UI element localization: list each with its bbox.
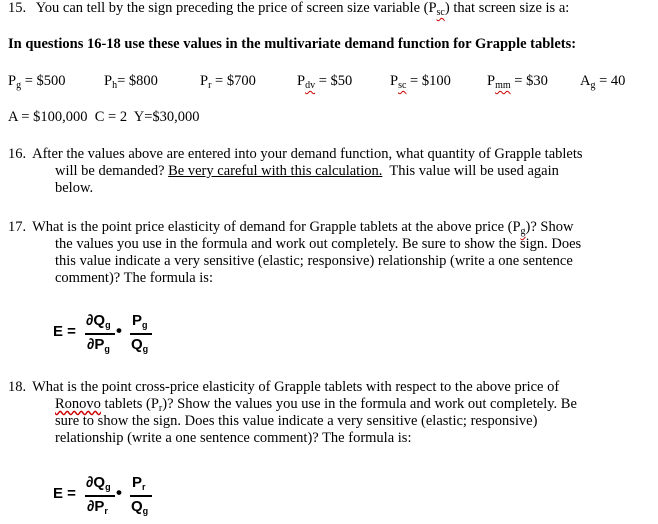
question-16	[8, 146, 583, 197]
fraction-bar-1	[85, 495, 115, 497]
value-pg: $P_g$ = $500	[8, 73, 66, 91]
formula-denominator-2: $Q_g$	[131, 336, 149, 354]
value-psc: $P_{sc}$ = $100	[390, 73, 451, 91]
formula-lhs: E =	[53, 323, 76, 340]
fraction-bar-1	[85, 333, 115, 335]
value-ph: $P_h=$ $800	[104, 73, 158, 91]
question-15	[8, 0, 569, 17]
question-18	[8, 379, 577, 447]
formula-numerator-1: $\partial Q_g$	[86, 474, 111, 492]
q18-line1: 18. What is the point cross-price elasticity of Grapple tablets with respect to the above price of	[8, 379, 560, 395]
q15-number: 15.	[8, 0, 27, 16]
values-row-2: A = $100,000 C = 2 Y=$30,000	[8, 109, 200, 125]
q16-line3: below.	[55, 180, 94, 196]
multiply-dot: •	[116, 483, 122, 502]
value-pdv: $P_{dv}$ = $50	[297, 73, 353, 91]
value-ag: $A_g = 40$	[580, 73, 626, 91]
formula-denominator-2: $Q_g$	[131, 498, 149, 516]
formula-denominator-1: $\partial P_g$	[87, 336, 110, 354]
fraction-bar-2	[130, 495, 152, 497]
q17-line1: 17. What is the point price elasticity of demand for Grapple tablets at the above price $(P_g)$? Show	[8, 219, 574, 237]
multiply-dot: •	[116, 321, 122, 340]
value-pr: $P_r$ = $700	[200, 73, 256, 91]
q17-line3: this value indicate a very sensitive (elastic; responsive) relationship (write a one sentence	[55, 253, 573, 269]
formula-numerator-2: $P_r$	[132, 474, 146, 492]
q18-line3: sure to show the sign. Does this value indicate a very sensitive (elastic; responsive)	[55, 413, 538, 429]
q17-line2: the values you use in the formula and work out completely. Be sure to show the sign. Does	[55, 236, 582, 252]
q16-line2: will be demanded? Be very careful with this calculation. This value will be used again	[55, 163, 559, 179]
q15-text: You can tell by the sign preceding the price of screen size variable $(P_{sc})$ that screen size is a:	[35, 0, 570, 18]
formula-numerator-2: $P_g$	[132, 312, 148, 330]
q16-line1: 16. After the values above are entered into your demand function, what quantity of Grapple tablets	[8, 146, 583, 162]
instructions: In questions 16-18 use these values in the multivariate demand function for Grapple tablets:	[8, 36, 577, 52]
fraction-bar-2	[130, 333, 152, 335]
elasticity-formula-own	[53, 308, 163, 360]
q17-line4: comment)? The formula is:	[55, 270, 213, 286]
q18-line2: Ronovo tablets $(P_r)$? Show the values you use in the formula and work out completely. Be	[55, 396, 577, 414]
formula-denominator-1: $\partial P_r$	[87, 498, 108, 516]
value-pmm: $P_{mm}$ = $30	[487, 73, 548, 91]
formula-numerator-1: $\partial Q_g$	[86, 312, 111, 330]
question-17	[8, 219, 581, 287]
formula-lhs: E =	[53, 485, 76, 502]
elasticity-formula-cross	[53, 470, 163, 522]
q18-line4: relationship (write a one sentence comment)? The formula is:	[55, 430, 412, 446]
